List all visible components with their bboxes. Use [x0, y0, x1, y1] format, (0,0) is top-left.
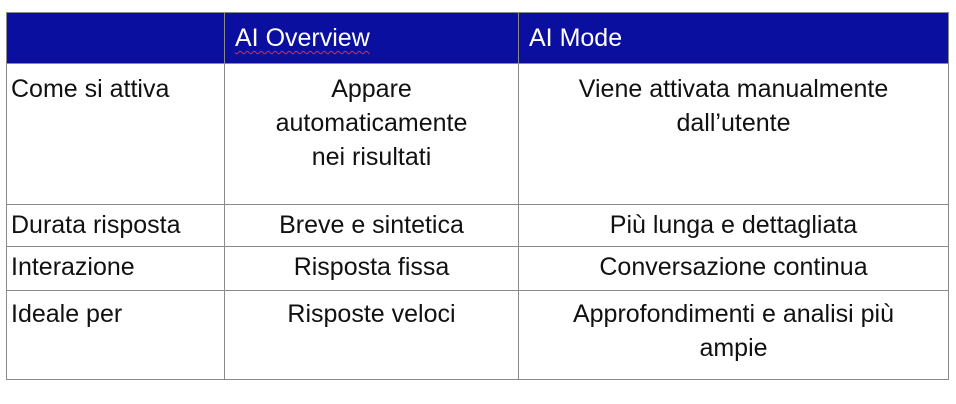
- cell-line: Appare: [331, 75, 412, 103]
- table-row: [7, 247, 949, 291]
- header-row: [7, 13, 949, 64]
- row-label: Durata risposta: [7, 205, 225, 247]
- row-label: Come si attiva: [7, 64, 225, 205]
- cell-line: Viene attivata manualmente: [578, 75, 889, 103]
- cell-line: Breve e sintetica: [279, 211, 464, 239]
- table-row: [7, 291, 949, 380]
- cell-line: automaticamente: [275, 109, 468, 137]
- header-ai-overview-label: AI Overview: [235, 24, 370, 52]
- cell-line: Conversazione continua: [599, 253, 868, 281]
- cell-line: Risposta fissa: [293, 253, 450, 281]
- table-row: [7, 205, 949, 247]
- header-ai-mode: AI Mode: [519, 13, 949, 64]
- comparison-table: [6, 12, 949, 380]
- ai-overview-cell: [225, 64, 519, 205]
- cell-line: Approfondimenti e analisi più: [572, 300, 895, 328]
- ai-overview-cell: [225, 291, 519, 380]
- header-empty-cell: [7, 13, 225, 64]
- cell-line: dall’utente: [676, 109, 791, 137]
- ai-overview-cell: [225, 247, 519, 291]
- row-label: Interazione: [7, 247, 225, 291]
- ai-overview-cell: [225, 205, 519, 247]
- row-label: Ideale per: [7, 291, 225, 380]
- ai-mode-cell: [519, 291, 949, 380]
- ai-mode-cell: [519, 64, 949, 205]
- ai-mode-cell: [519, 247, 949, 291]
- table-row: [7, 64, 949, 205]
- cell-line: Risposte veloci: [287, 300, 456, 328]
- cell-line: nei risultati: [311, 143, 432, 171]
- cell-line: ampie: [699, 334, 768, 362]
- comparison-table-container: [6, 12, 948, 380]
- header-ai-overview: [225, 13, 519, 64]
- cell-line: Più lunga e dettagliata: [609, 211, 858, 239]
- ai-mode-cell: [519, 205, 949, 247]
